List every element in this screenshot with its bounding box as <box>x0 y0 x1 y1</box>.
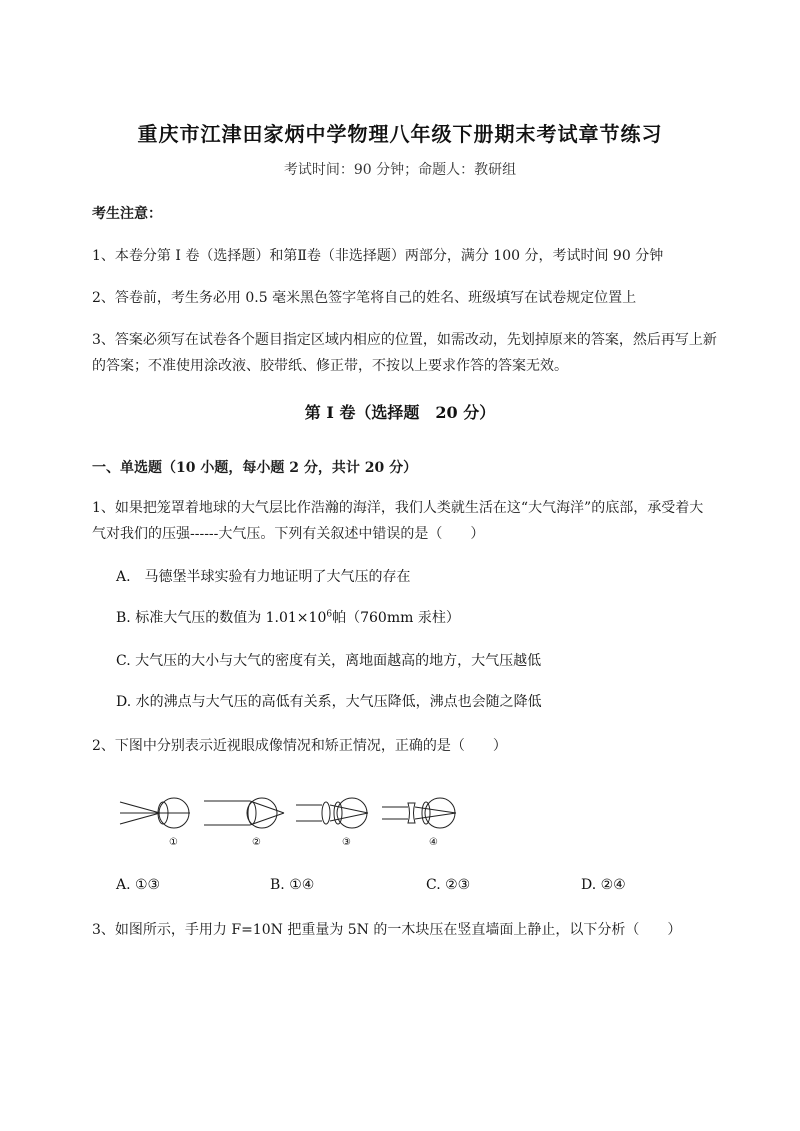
figure-label-2: ② <box>252 837 261 848</box>
eye-diagram-1 <box>120 798 190 828</box>
eye-diagram-3 <box>296 798 368 828</box>
notice-item-3-cont: 的答案；不准使用涂改液、胶带纸、修正带，不按以上要求作答的答案无效。 <box>92 358 568 374</box>
page-title: 重庆市江津田家炳中学物理八年级下册期末考试章节练习 <box>137 122 663 146</box>
eye-diagram <box>116 790 476 850</box>
notice-heading: 考生注意： <box>92 206 162 222</box>
figure-label-3: ③ <box>342 837 351 848</box>
question-3: 3、如图所示，手用力 F=10N 把重量为 5N 的一木块压在竖直墙面上静止，以下分析（ ） <box>92 922 682 938</box>
q1-option-b <box>116 607 460 627</box>
section-title: 第 I 卷（选择题 20 分） <box>304 403 496 422</box>
q2-option-a: A. ①③ <box>116 877 161 893</box>
figure-label-1: ① <box>169 837 178 848</box>
question-1-line-1: 1、如果把笼罩着地球的大气层比作浩瀚的海洋，我们人类就生活在这“大气海洋”的底部，承受着大 <box>92 500 704 516</box>
q1-option-d: D. 水的沸点与大气压的高低有关系，大气压降低，沸点也会随之降低 <box>116 694 542 710</box>
q1-option-b-text: B. 标准大气压的数值为 1.01×10 <box>116 610 327 626</box>
q2-option-d: D. ②④ <box>581 877 626 893</box>
q2-option-c: C. ②③ <box>426 877 471 893</box>
notice-item-1: 1、本卷分第 I 卷（选择题）和第Ⅱ卷（非选择题）两部分，满分 100 分，考试时间 90 分钟 <box>92 248 664 264</box>
eye-diagram-2 <box>204 798 284 828</box>
notice-item-2: 2、答卷前，考生务必用 0.5 毫米黑色签字笔将自己的姓名、班级填写在试卷规定位置上 <box>92 290 637 306</box>
exam-info: 考试时间：90 分钟；命题人：教研组 <box>283 162 517 178</box>
q1-option-b-exponent: 6 <box>326 609 333 620</box>
q1-option-c: C. 大气压的大小与大气的密度有关，离地面越高的地方，大气压越低 <box>116 653 542 669</box>
q2-option-b: B. ①④ <box>270 877 315 893</box>
q1-option-a: A. 马德堡半球实验有力地证明了大气压的存在 <box>116 569 411 585</box>
notice-item-3: 3、答案必须写在试卷各个题目指定区域内相应的位置，如需改动，先划掉原来的答案，然后再写上新 <box>92 332 717 348</box>
part-heading: 一、单选题（10 小题，每小题 2 分，共计 20 分） <box>92 460 418 476</box>
question-2: 2、下图中分别表示近视眼成像情况和矫正情况，正确的是（ ） <box>92 738 507 754</box>
question-1-line-2: 气对我们的压强------大气压。下列有关叙述中错误的是（ ） <box>92 526 485 542</box>
figure-label-4: ④ <box>429 837 438 848</box>
eye-lens-figure <box>116 790 476 854</box>
q1-option-b-unit: 帕（760mm 汞柱） <box>332 610 460 626</box>
eye-diagram-4 <box>382 798 456 828</box>
